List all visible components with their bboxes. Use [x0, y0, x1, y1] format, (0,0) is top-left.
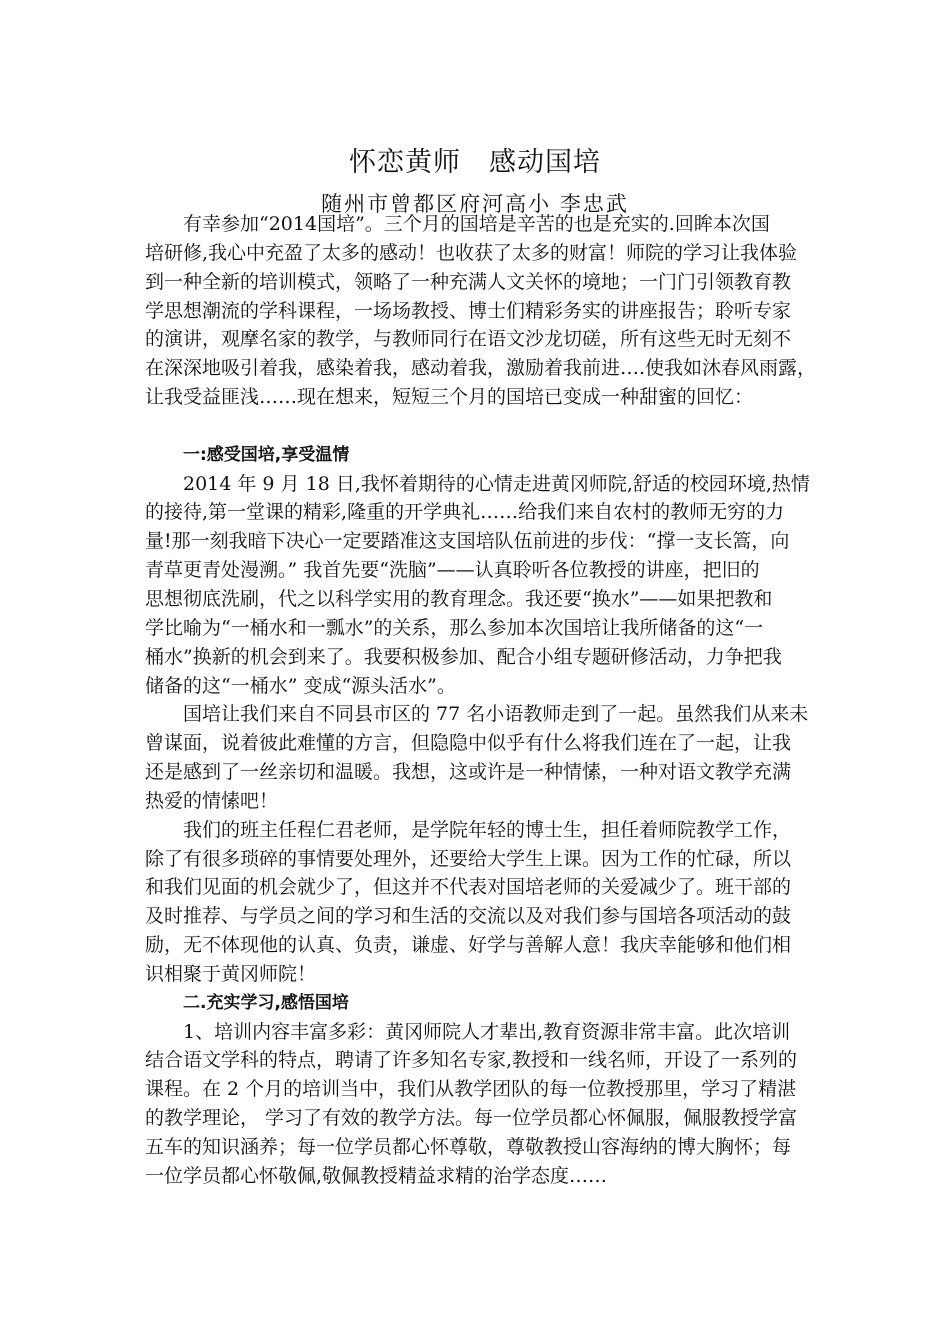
paragraph-line: 青草更青处漫溯。” 我首先要“洗脑”——认真聆听各位教授的讲座，把旧的: [145, 559, 760, 582]
paragraph-line: 让我受益匪浅……现在想来，短短三个月的国培已变成一种甜蜜的回忆：: [145, 386, 754, 409]
paragraph-line: 1、培训内容丰富多彩：黄冈师院人才辈出,教育资源非常丰富。此次培训: [183, 1020, 791, 1043]
document-title: 怀恋黄师 感动国培: [349, 147, 601, 178]
paragraph-line: 及时推荐、与学员之间的学习和生活的交流以及对我们参与国培各项活动的鼓: [145, 905, 792, 928]
paragraph-line: 量!那一刻我暗下决心一定要踏准这支国培队伍前进的步伐：“撑一支长篙，向: [145, 530, 790, 553]
document-body: [145, 210, 825, 1191]
paragraph-line: 课程。在 2 个月的培训当中，我们从教学团队的每一位教授那里，学习了精湛: [145, 1078, 797, 1101]
section-heading-2: 二.充实学习,感悟国培: [183, 992, 349, 1013]
paragraph-line: 培研修,我心中充盈了太多的感动！也收获了太多的财富！师院的学习让我体验: [145, 241, 798, 264]
author-line: 随州市曾都区府河高小 李忠武: [321, 192, 629, 216]
paragraph-line: 识相聚于黄冈师院！: [145, 962, 317, 985]
paragraph-line: 曾谋面，说着彼此难懂的方言，但隐隐中似乎有什么将我们连在了一起，让我: [145, 732, 792, 755]
paragraph-line: 我们的班主任程仁君老师，是学院年轻的博士生，担任着师院教学工作，: [183, 818, 792, 841]
paragraph-line: 桶水”换新的机会到来了。我要积极参加、配合小组专题研修活动，力争把我: [145, 645, 782, 668]
paragraph-line: 励，无不体现他的认真、负责，谦虚、好学与善解人意！我庆幸能够和他们相: [145, 934, 792, 957]
paragraph-line: 2014 年 9 月 18 日,我怀着期待的心情走进黄冈师院,舒适的校园环境,热情: [183, 472, 810, 495]
paragraph-line: 有幸参加“2014国培”。三个月的国培是辛苦的也是充实的.回眸本次国: [183, 213, 770, 235]
paragraph-line: 学比喻为“一桶水和一瓢水”的关系，那么参加本次国培让我所储备的这“一: [145, 616, 764, 639]
paragraph-line: 除了有很多琐碎的事情要处理外，还要给大学生上课。因为工作的忙碌，所以: [145, 847, 792, 870]
paragraph-line: 和我们见面的机会就少了，但这并不代表对国培老师的关爱减少了。班干部的: [145, 876, 792, 899]
paragraph-line: 结合语文学科的特点，聘请了许多知名专家,教授和一线名师，开设了一系列的: [145, 1049, 798, 1072]
paragraph-line: 的演讲，观摩名家的教学，与教师同行在语文沙龙切磋，所有这些无时无刻不: [145, 328, 792, 351]
paragraph-line: 还是感到了一丝亲切和温暖。我想，这或许是一种情愫，一种对语文教学充满: [145, 761, 792, 784]
paragraph-line: 学思想潮流的学科课程，一场场教授、博士们精彩务实的讲座报告；聆听专家: [145, 299, 792, 322]
section-heading-1: 一:感受国培,享受温情: [183, 444, 350, 465]
paragraph-line: 五车的知识涵养；每一位学员都心怀尊敬，尊敬教授山容海纳的博大胸怀；每: [145, 1136, 792, 1158]
paragraph-line: 一位学员都心怀敬佩,敬佩教授精益求精的治学态度……: [145, 1164, 608, 1187]
paragraph-line: 到一种全新的培训模式，领略了一种充满人文关怀的境地；一门门引领教育教: [145, 270, 792, 293]
paragraph-line: 思想彻底洗刷，代之以科学实用的教育理念。我还要“换水”——如果把教和: [145, 587, 773, 610]
paragraph-line: 国培让我们来自不同县市区的 77 名小语教师走到了一起。虽然我们从来未: [183, 703, 809, 726]
paragraph-line: 的接待,第一堂课的精彩,隆重的开学典礼……给我们来自农村的教师无穷的力: [145, 501, 785, 524]
paragraph-line: 储备的这“一桶水” 变成“源头活水”。: [145, 674, 456, 697]
blank-line: [145, 412, 825, 441]
paragraph-line: 热爱的情愫吧！: [145, 789, 279, 812]
paragraph-line: 在深深地吸引着我，感染着我，感动着我，激励着我前进….使我如沐春风雨露，: [145, 357, 817, 380]
paragraph-line: 的教学理论， 学习了有效的教学方法。每一位学员都心怀佩服，佩服教授学富: [145, 1107, 798, 1130]
